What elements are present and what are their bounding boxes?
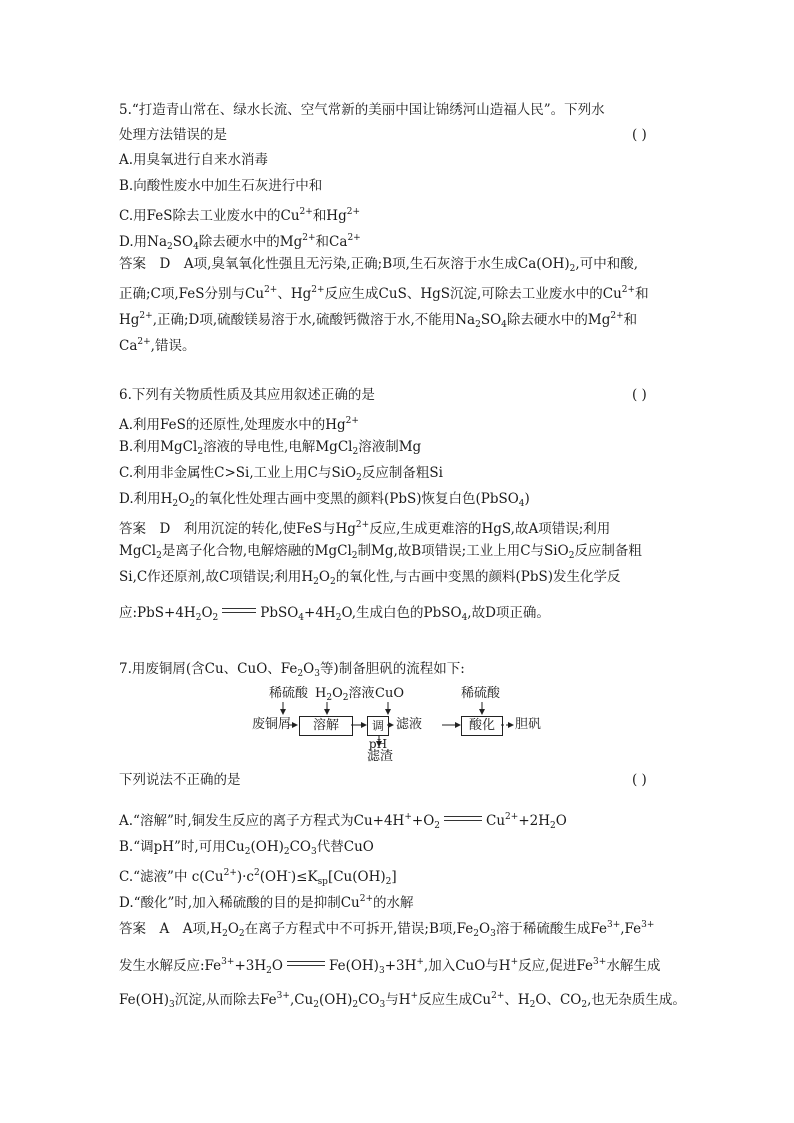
q5-option-c: C.用FeS除去工业废水中的$Cu^{2+}$和$Hg^{2+}$ [119, 207, 361, 224]
q6-answer-line-4: 应$:PbS+4H_2O_2$ $PbSO_4+4H_2O$,生成白色的PbSO$_4$,故D项正确。 [119, 605, 550, 623]
q5-answer-line-2: 正确;C项,FeS分别与$Cu^{2+}$、$Hg^{2+}$反应生成CuS、HgS沉淀,可除去工业废水中的$Cu^{2+}$和 [119, 285, 649, 302]
flow-step-acidify: 酸化 [461, 716, 503, 736]
q6-answer-line-2: MgCl$_2$是离子化合物,电解熔融的MgCl$_2$制Mg,故B项错误;工业上用C与SiO$_2$反应制备粗 [119, 543, 642, 561]
q5-option-b: B.向酸性废水中加生石灰进行中和 [119, 178, 323, 194]
flow-step-dissolve: 溶解 [299, 716, 353, 736]
q6-stem: 6.下列有关物质性质及其应用叙述正确的是 [119, 387, 375, 403]
q7-question: 下列说法不正确的是 [119, 772, 241, 788]
q7-option-d: D.“酸化”时,加入稀硫酸的目的是抑制$Cu^{2+}$的水解 [119, 894, 414, 911]
process-flow-diagram [245, 686, 555, 786]
label-h2o2-solution: $H_2O_2$溶液 [315, 686, 375, 703]
label-dilute-sulfuric-acid-2: 稀硫酸 [461, 686, 501, 701]
q5-stem-line-1: 5.“打造青山常在、绿水长流、空气常新的美丽中国让锦绣河山造福人民”。下列水 [119, 102, 605, 118]
q7-answer-paren: ( ) [632, 772, 647, 788]
q7-stem: 7.用废铜屑(含Cu、CuO、$Fe_2O_3$等)制备胆矾的流程如下: [119, 661, 465, 679]
q6-option-d: D.利用$H_2O_2$的氧化性处理古画中变黑的颜料(PbS)恢复白色(PbSO$_4$) [119, 491, 530, 509]
equals-sign [444, 814, 482, 824]
flow-end-blue-vitriol: 胆矾 [515, 717, 542, 732]
flow-start-waste-copper: 废铜屑 [252, 717, 292, 732]
flow-step-adjust-ph: 调pH [367, 716, 389, 736]
q5-answer-line-3: $Hg^{2+}$,正确;D项,硫酸镁易溶于水,硫酸钙微溶于水,不能用$Na_2SO_4$除去硬水中的$Mg^{2+}$和 [119, 311, 638, 330]
q7-answer-line-1: 答案 A A项$,H_2O_2$在离子方程式中不可拆开,错误;B项$,Fe_2O_3$溶于稀硫酸生成$Fe^{3+},Fe^{3+}$ [119, 920, 655, 939]
q5-option-a: A.用臭氧进行自来水消毒 [119, 152, 269, 168]
q7-option-a: A.“溶解”时,铜发生反应的离子方程式为$Cu+4H^++O_2$ $Cu^{2+}+2H_2O$ [119, 812, 567, 831]
q5-option-d: D.用$Na_2SO_4$除去硬水中的$Mg^{2+}$和$Ca^{2+}$ [119, 233, 361, 252]
q6-answer-paren: ( ) [632, 387, 647, 403]
q7-answer-line-3: $Fe(OH)_3$沉淀,从而除去$Fe^{3+},Cu_2(OH)_2CO_3$与H+反应生成$Cu^{2+}$、$H_2O$、$CO_2$,也无杂质生成。 [119, 991, 686, 1010]
flow-filtrate: 滤液 [396, 717, 423, 732]
label-cuo: CuO [375, 686, 404, 701]
flow-residue: 滤渣 [367, 749, 394, 764]
q6-answer-line-3: Si,C作还原剂,故C项错误;利用$H_2O_2$的氧化性,与古画中变黑的颜料(PbS)发生化学反 [119, 569, 621, 587]
label-dilute-sulfuric-acid-1: 稀硫酸 [269, 686, 309, 701]
q5-answer-paren: ( ) [632, 127, 647, 143]
equals-sign [222, 606, 256, 616]
q7-option-c: C.“滤液”中 $c(Cu^{2+})\cdot c^2(OH^-)\le K_{sp}[Cu(OH)_2]$ [119, 868, 397, 887]
q5-answer-line-1: 答案 D A项,臭氧氧化性强且无污染,正确;B项,生石灰溶于水生成$Ca(OH)_2$,可中和酸, [119, 256, 638, 274]
q6-option-a: A.利用FeS的还原性,处理废水中的$Hg^{2+}$ [119, 416, 359, 433]
q6-option-b: B.利用MgCl$_2$溶液的导电性,电解MgCl$_2$溶液制Mg [119, 439, 422, 457]
q6-answer-line-1: 答案 D 利用沉淀的转化,使FeS与$Hg^{2+}$反应,生成更难溶的HgS,故A项错误;利用 [119, 520, 611, 537]
q6-option-c: C.利用非金属性C>Si,工业上用C与SiO$_2$反应制备粗Si [119, 465, 443, 483]
q5-stem-line-2: 处理方法错误的是 [119, 127, 227, 143]
q7-option-b: B.“调pH”时,可用$Cu_2(OH)_2CO_3$代替CuO [119, 839, 374, 857]
reversible-arrow [287, 959, 325, 969]
q7-answer-line-2: 发生水解反应$:Fe^{3+}+3H_2O$ $Fe(OH)_3+3H^+$,加入CuO与H+反应,促进$Fe^{3+}$水解生成 [119, 957, 661, 976]
q5-answer-line-4: $Ca^{2+}$,错误。 [119, 337, 196, 354]
